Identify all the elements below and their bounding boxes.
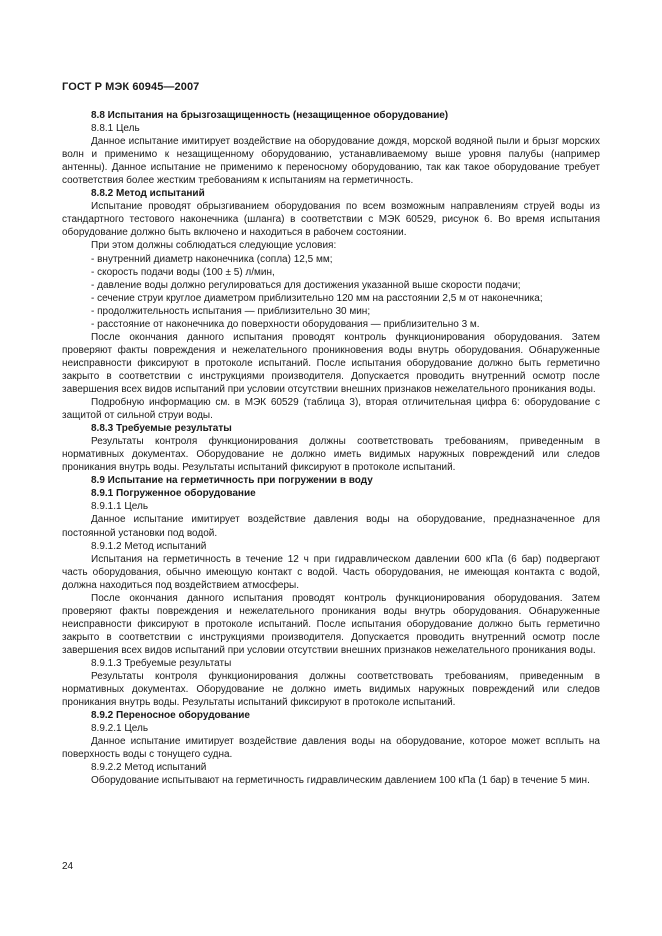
paragraph: - продолжительность испытания — приблизительно 30 мин; [91,305,371,317]
paragraph: При этом должны соблюдаться следующие условия: [91,240,337,252]
section-heading: 8.9.2 Переносное оборудование [91,710,250,722]
paragraph: Данное испытание имитирует воздействие на оборудование дождя, морской водяной пыли и брызг морских волн и применимо к незащищенному оборудованию, устанавливаемому выше уровня палубы (например антенны). Данное испытание не применимо к переносному оборудованию, так как такое оборудование требует соответствия более жестким требованиям к испытаниям на герметичность. [62,136,600,187]
paragraph: - расстояние от наконечника до поверхности оборудования — приблизительно 3 м. [91,318,480,330]
section-heading: 8.9 Испытание на герметичность при погружении в воду [91,475,373,487]
section-heading: 8.8 Испытания на брызгозащищенность (незащищенное оборудование) [91,110,449,121]
paragraph: - давление воды должно регулироваться для достижения указанной выше скорости подачи; [91,279,521,291]
paragraph: 8.8.1 Цель [91,123,140,135]
paragraph: Результаты контроля функционирования должны соответствовать требованиям, приведенным в нормативных документах. Оборудование не должно иметь видимых наружных повреждений или следов проникания внутрь воды. Результаты испытаний фиксируют в протоколе испытаний. [62,436,600,474]
paragraph: 8.9.1.2 Метод испытаний [91,540,207,552]
paragraph: - сечение струи круглое диаметром приблизительно 120 мм на расстоянии 2,5 м от наконечника; [91,292,543,304]
paragraph: 8.9.2.1 Цель [91,723,149,735]
paragraph: Подробную информацию см. в МЭК 60529 (таблица 3), вторая отличительная цифра 6: оборудование с защитой от сильной струи воды. [62,397,600,422]
section-heading: 8.8.2 Метод испытаний [91,188,205,200]
paragraph: 8.9.1.3 Требуемые результаты [91,657,232,669]
paragraph: Данное испытание имитирует воздействие давления воды на оборудование, предназначенное для постоянной установки под водой. [62,514,600,539]
paragraph: 8.9.2.2 Метод испытаний [91,762,207,774]
paragraph: Испытание проводят обрызгиванием оборудования по всем возможным направлениям струей воды из стандартного тестового наконечника (шланга) в соответствии с МЭК 60529, рисунок 6. Во время испытания оборудование должно быть включено и находиться в рабочем состоянии. [62,201,600,239]
paragraph: После окончания данного испытания проводят контроль функционирования оборудования. Затем проверяют факты повреждения и нежелательного проникновения воды внутрь оборудования. Обнаруженные неисправности фиксируют в протоколе испытаний. После испытания оборудование должно быть герметично закрыто в соответствии с инструкциями производителя. Допускается проводить внутренний осмотр после завершения всех видов испытаний при условии отсутствии внешних признаков нежелательного проникания воды. [62,331,600,395]
paragraph: - скорость подачи воды (100 ± 5) л/мин, [91,266,275,278]
paragraph: Данное испытание имитирует воздействие давления воды на оборудование, которое может всплыть на поверхность воды с тонущего судна. [62,736,600,761]
paragraph: - внутренний диаметр наконечника (сопла) 12,5 мм; [91,253,333,265]
paragraph: Оборудование испытывают на герметичность гидравлическим давлением 100 кПа (1 бар) в течение 5 мин. [91,775,590,787]
section-heading: 8.9.1 Погруженное оборудование [91,488,256,500]
document-header: ГОСТ Р МЭК 60945—2007 [62,81,200,93]
paragraph: После окончания данного испытания проводят контроль функционирования оборудования. Затем проверяют факты повреждения и нежелательного проникания воды внутрь оборудования. Обнаруженные неисправности фиксируют в протоколе испытаний. После испытания оборудование должно быть герметично закрыто в соответствии с инструкциями производителя. Допускается проводить внутренний осмотр после завершения всех видов испытаний при условии отсутствии внешних признаков нежелательного проникания воды. [62,592,600,656]
section-heading: 8.8.3 Требуемые результаты [91,423,232,435]
paragraph: Испытания на герметичность в течение 12 ч при гидравлическом давлении 600 кПа (6 бар) подвергают часть оборудования, обычно имеющую контакт с водой. Часть оборудования, не имеющая контакта с водой, должна находиться под воздействием атмосферы. [62,553,600,591]
document-body [62,109,600,787]
paragraph: Результаты контроля функционирования должны соответствовать требованиям, приведенным в нормативных документах. Оборудование не должно иметь видимых наружных повреждений или следов проникания внутрь воды. Результаты испытаний фиксируют в протоколе испытаний. [62,671,600,709]
page-number: 24 [62,861,74,872]
paragraph: 8.9.1.1 Цель [91,501,149,513]
